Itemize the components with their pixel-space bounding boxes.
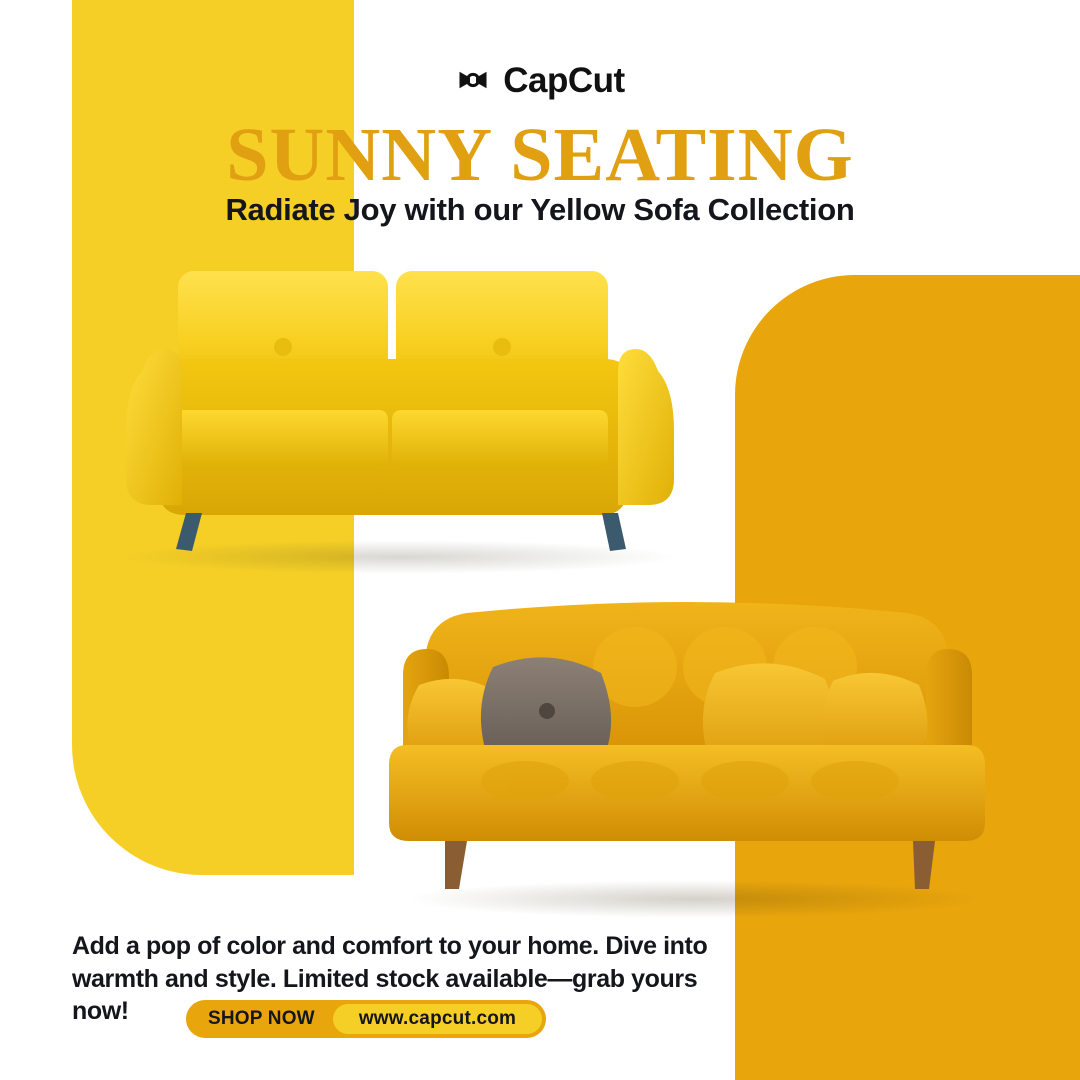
website-url[interactable]: www.capcut.com xyxy=(333,1004,542,1034)
brand-name: CapCut xyxy=(503,60,625,100)
page-subtitle: Radiate Joy with our Yellow Sofa Collection xyxy=(225,192,855,227)
body-copy: Add a pop of color and comfort to your home. Dive into warmth and style. Limited stock available—grab yours now! xyxy=(72,932,708,1025)
page-title: SUNNY SEATING xyxy=(226,113,854,197)
sofa-top-image xyxy=(90,255,710,565)
cta-pill[interactable] xyxy=(186,1000,546,1038)
brand-lockup xyxy=(0,62,1080,98)
sofa-bottom-image xyxy=(385,595,990,920)
capcut-logo-icon xyxy=(455,62,491,98)
shop-now-button[interactable]: SHOP NOW xyxy=(208,1008,315,1029)
